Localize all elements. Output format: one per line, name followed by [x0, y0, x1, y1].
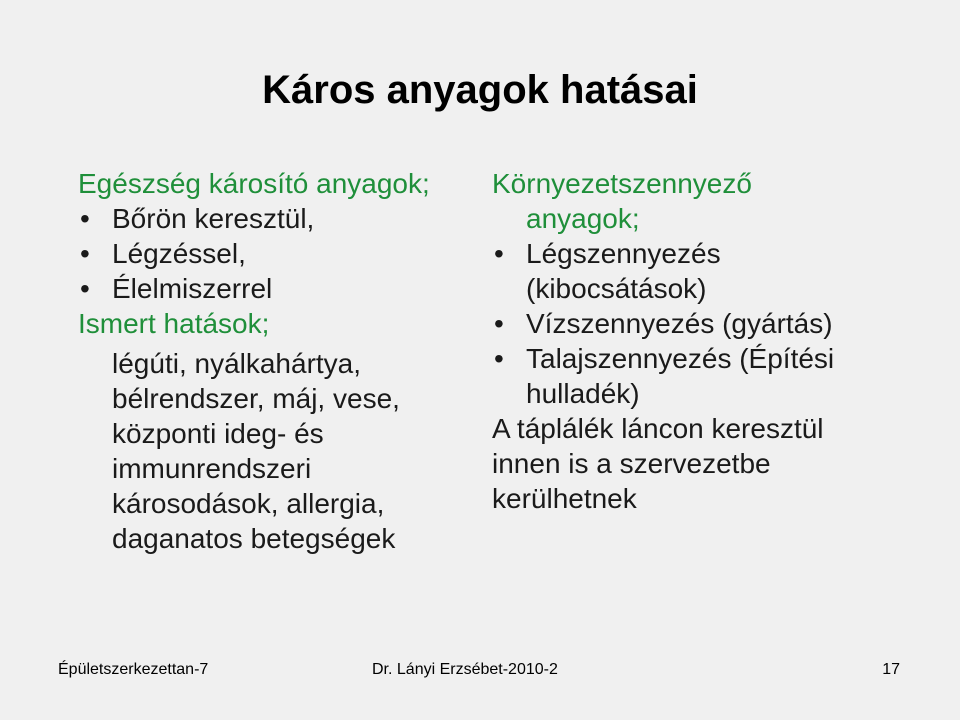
list-item-line: • Talajszennyezés (Építési [526, 343, 835, 374]
list-item-line: • Légszennyezés [526, 238, 721, 269]
pollutants-heading-line1: Környezetszennyező [492, 168, 752, 199]
list-item [492, 306, 932, 341]
list-item-line: • Vízszennyezés (gyártás) [526, 308, 833, 339]
list-item-line: hulladék) [526, 378, 640, 409]
paragraph-line: kerülhetnek [492, 483, 637, 514]
effects-line: bélrendszer, máj, vese, [112, 383, 400, 414]
list-item [492, 341, 932, 411]
known-effects-heading: Ismert hatások; [78, 308, 270, 339]
paragraph-line: innen is a szervezetbe [492, 448, 771, 479]
footer-course: Épületszerkezettan-7 [58, 661, 209, 678]
effects-line: légúti, nyálkahártya, [112, 348, 362, 379]
paragraph-line: A táplálék láncon keresztül [492, 413, 824, 444]
list-item-line: (kibocsátások) [526, 273, 707, 304]
effects-line: központi ideg- és [112, 418, 324, 449]
effects-line: immunrendszeri [112, 453, 312, 484]
effects-text [78, 346, 498, 556]
pollutants-heading-line2: anyagok; [526, 203, 640, 234]
footer-author: Dr. Lányi Erzsébet-2010-2 [372, 661, 558, 678]
slide-title: Káros anyagok hatásai [262, 68, 698, 112]
health-harmful-heading: Egészség károsító anyagok; [78, 168, 430, 199]
footer-page-number: 17 [882, 661, 900, 678]
list-item: • Élelmiszerrel [78, 271, 498, 306]
list-item [492, 236, 932, 306]
list-item: • Bőrön keresztül, [78, 201, 498, 236]
right-column [492, 166, 932, 516]
food-chain-paragraph [492, 411, 932, 516]
pollution-types-list [492, 236, 932, 411]
left-column [78, 166, 498, 556]
exposure-routes-list [78, 201, 498, 306]
effects-line: károsodások, allergia, [112, 488, 385, 519]
list-item: • Légzéssel, [78, 236, 498, 271]
effects-line: daganatos betegségek [112, 523, 396, 554]
